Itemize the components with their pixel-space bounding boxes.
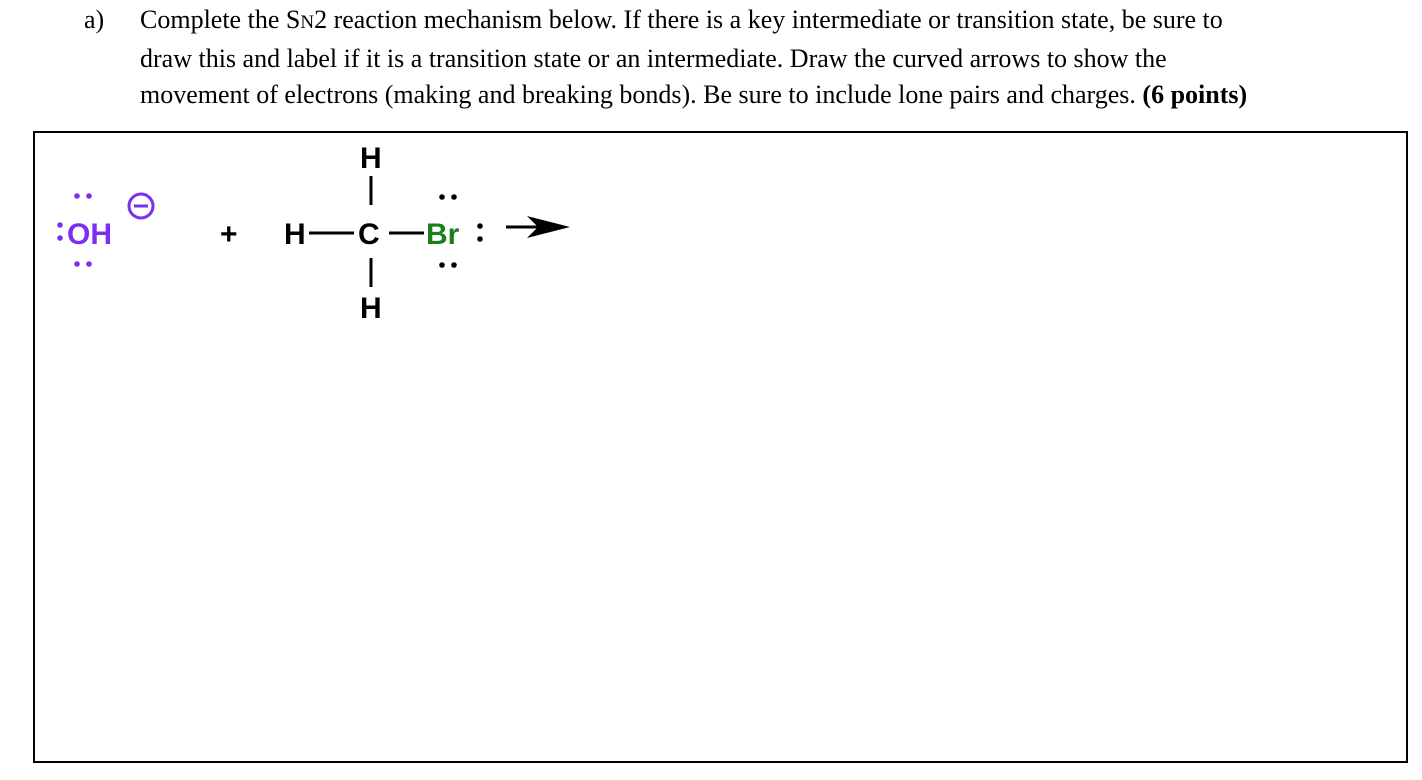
- lone-pair-dot: [477, 236, 483, 242]
- question-label: a): [84, 5, 105, 34]
- hydrogen-top: H: [360, 142, 382, 175]
- lone-pair-dot: [86, 193, 92, 199]
- hydrogen-left: H: [284, 218, 306, 251]
- carbon-atom: C: [358, 218, 380, 251]
- question-line-1-subscript: N: [300, 12, 315, 33]
- lone-pair-dot: [74, 261, 80, 267]
- hydroxide-label: OH: [67, 218, 112, 251]
- hydrogen-bottom: H: [360, 292, 382, 325]
- hydroxide-ion: [57, 193, 153, 267]
- lone-pair-dot: [451, 194, 457, 200]
- lone-pair-dot: [477, 223, 483, 229]
- lone-pair-dot: [57, 222, 63, 228]
- question-line-1-pre: Complete the S: [140, 5, 301, 34]
- reaction-arrow-icon: [506, 216, 570, 238]
- methyl-bromide: [284, 142, 483, 325]
- lone-pair-dot: [74, 193, 80, 199]
- lone-pair-dot: [439, 262, 445, 268]
- plus-sign: +: [220, 218, 238, 251]
- points-label: (6 points): [1142, 80, 1248, 109]
- lone-pair-dot: [86, 261, 92, 267]
- lone-pair-dot: [57, 235, 63, 241]
- negative-charge-icon: [129, 194, 153, 218]
- question-line-2: draw this and label if it is a transition state or an intermediate. Draw the curved arrows to show the: [140, 44, 1167, 73]
- question-line-3-main: movement of electrons (making and breaking bonds). Be sure to include lone pairs and charges.: [140, 80, 1143, 109]
- question-line-1-post: 2 reaction mechanism below. If there is a key intermediate or transition state, be sure to: [314, 5, 1223, 34]
- lone-pair-dot: [451, 262, 457, 268]
- bromine-atom: Br: [426, 218, 460, 251]
- lone-pair-dot: [439, 194, 445, 200]
